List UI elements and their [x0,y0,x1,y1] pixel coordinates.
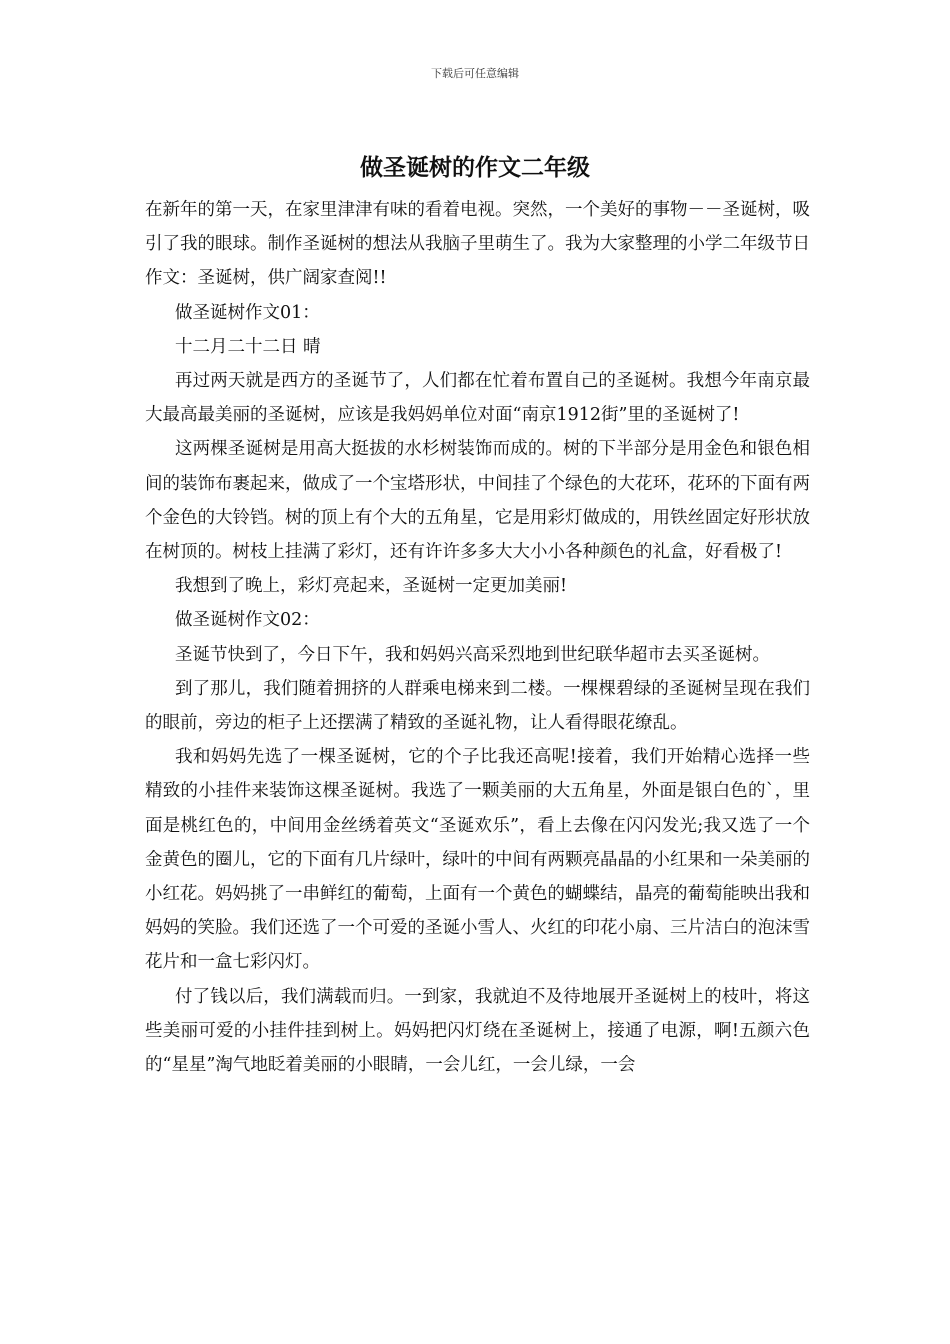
paragraph: 我和妈妈先选了一棵圣诞树，它的个子比我还高呢!接着，我们开始精心选择一些精致的小挂件来装饰这棵圣诞树。我选了一颗美丽的大五角星，外面是银白色的`，里面是桃红色的，中间用金丝绣着英文“圣诞欢乐”，看上去像在闪闪发光;我又选了一个金黄色的圈儿，它的下面有几片绿叶，绿叶的中间有两颗亮晶晶的小红果和一朵美丽的小红花。妈妈挑了一串鲜红的葡萄，上面有一个黄色的蝴蝶结，晶亮的葡萄能映出我和妈妈的笑脸。我们还选了一个可爱的圣诞小雪人、火红的印花小扇、三片洁白的泡沫雪花片和一盒七彩闪灯。 [145,747,810,973]
paragraph-heading-02: 做圣诞树作文02： [175,610,320,631]
paragraph: 付了钱以后，我们满载而归。一到家，我就迫不及待地展开圣诞树上的枝叶，将这些美丽可爱的小挂件挂到树上。妈妈把闪灯绕在圣诞树上，接通了电源，啊!五颜六色的“星星”淘气地眨着美丽的小眼睛，一会儿红，一会儿绿，一会 [145,986,810,1076]
paragraph: 再过两天就是西方的圣诞节了，人们都在忙着布置自己的圣诞树。我想今年南京最大最高最美丽的圣诞树，应该是我妈妈单位对面“南京1912街”里的圣诞树了! [145,371,810,426]
paragraph: 圣诞节快到了，今日下午，我和妈妈兴高采烈地到世纪联华超市去买圣诞树。 [175,644,770,665]
page-title: 做圣诞树的作文二年级 [360,155,590,181]
paragraph-intro: 在新年的第一天，在家里津津有味的看着电视。突然，一个美好的事物－－圣诞树，吸引了我的眼球。制作圣诞树的想法从我脑子里萌生了。我为大家整理的小学二年级节日作文：圣诞树，供广阔家查阅!! [145,200,810,289]
paragraph-date: 十二月二十二日 晴 [175,336,321,357]
paragraph: 到了那儿，我们随着拥挤的人群乘电梯来到二楼。一棵棵碧绿的圣诞树呈现在我们的眼前，旁边的柜子上还摆满了精致的圣诞礼物，让人看得眼花缭乱。 [145,678,810,734]
paragraph-heading-01: 做圣诞树作文01： [175,302,320,323]
paragraph: 我想到了晚上，彩灯亮起来，圣诞树一定更加美丽! [175,576,568,597]
paragraph: 这两棵圣诞树是用高大挺拔的水杉树装饰而成的。树的下半部分是用金色和银色相间的装饰布裹起来，做成了一个宝塔形状，中间挂了个绿色的大花环，花环的下面有两个金色的大铃铛。树的顶上有个大的五角星，它是用彩灯做成的，用铁丝固定好形状放在树顶的。树枝上挂满了彩灯，还有许许多多大大小小各种颜色的礼盒，好看极了! [145,439,810,563]
header-note: 下载后可任意编辑 [431,67,519,80]
document-body [145,193,810,1082]
